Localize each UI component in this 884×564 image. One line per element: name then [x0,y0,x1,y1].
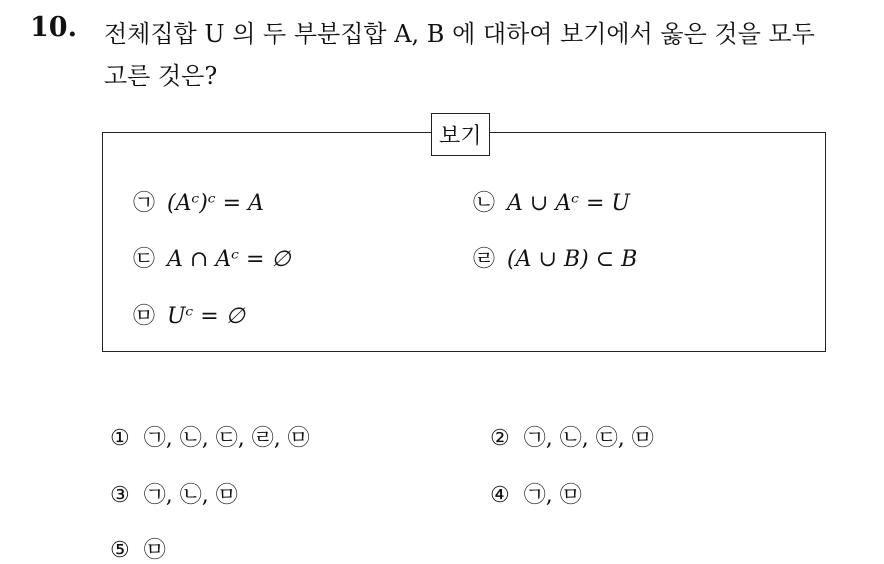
answer-choice-2[interactable] [490,421,654,452]
bogi-item-mark: ㉤ [133,304,156,329]
choice-text: ㉤ [143,538,166,563]
choice-number: ① [110,426,130,451]
bogi-item-expr: A ∩ Aᶜ = ∅ [167,247,291,272]
choice-number: ④ [490,483,510,508]
choice-text: ㉠, ㉡, ㉢, ㉣, ㉤ [143,426,310,451]
bogi-item-1 [133,186,264,217]
bogi-item-mark: ㉣ [473,247,496,272]
answer-choice-5[interactable] [110,533,166,564]
answer-choice-3[interactable] [110,478,238,509]
bogi-item-3 [133,242,291,273]
bogi-item-expr: Uᶜ = ∅ [167,304,245,329]
bogi-item-expr: (A ∪ B) ⊂ B [507,247,638,272]
choice-text: ㉠, ㉡, ㉤ [143,483,238,508]
question-number: 10. [30,12,77,43]
choice-text: ㉠, ㉤ [523,483,582,508]
question-text-line2: 고른 것은? [104,62,218,90]
choice-text: ㉠, ㉡, ㉢, ㉤ [523,426,654,451]
bogi-item-mark: ㉢ [133,247,156,272]
bogi-item-expr: A ∪ Aᶜ = U [507,191,630,216]
bogi-item-mark: ㉠ [133,191,156,216]
bogi-item-expr: (Aᶜ)ᶜ = A [167,191,264,216]
answer-choice-1[interactable] [110,421,310,452]
choice-number: ② [490,426,510,451]
bogi-item-2 [473,186,630,217]
bogi-item-5 [133,299,245,330]
bogi-item-mark: ㉡ [473,191,496,216]
choice-number: ⑤ [110,538,130,563]
bogi-title: 보기 [431,113,490,156]
question-text-line1: 전체집합 U 의 두 부분집합 A, B 에 대하여 보기에서 옳은 것을 모두 [104,20,815,48]
answer-choice-4[interactable] [490,478,582,509]
bogi-item-4 [473,242,637,273]
choice-number: ③ [110,483,130,508]
